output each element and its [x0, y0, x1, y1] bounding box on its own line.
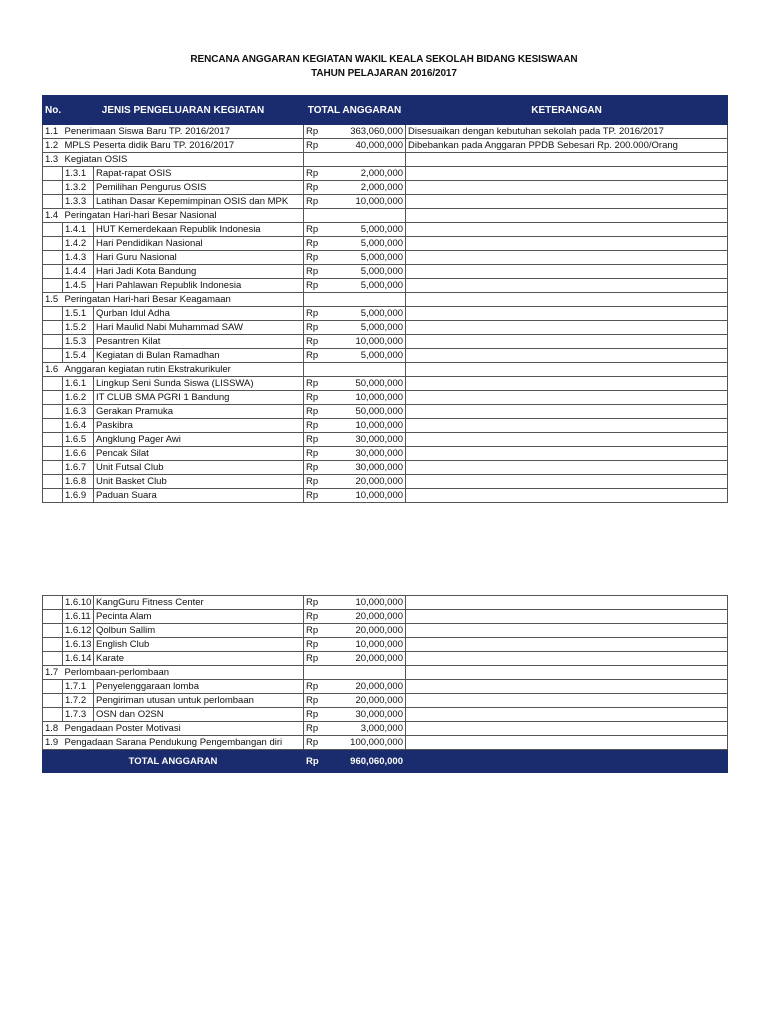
row-indent-cell: [43, 405, 63, 419]
row-description: Gerakan Pramuka: [94, 405, 304, 419]
header-jenis-pengeluaran: JENIS PENGELUARAN KEGIATAN: [63, 96, 304, 125]
row-currency: Rp: [304, 624, 326, 638]
row-note: [406, 461, 728, 475]
row-currency: [304, 293, 326, 307]
row-indent-cell: [43, 279, 63, 293]
row-number: 1.6.3: [63, 405, 94, 419]
row-description: Pecinta Alam: [94, 610, 304, 624]
row-number: 1.1: [43, 125, 63, 139]
row-amount: 5,000,000: [326, 237, 406, 251]
row-amount: 10,000,000: [326, 489, 406, 503]
row-note: [406, 638, 728, 652]
row-note: [406, 489, 728, 503]
row-description: Qurban Idul Adha: [94, 307, 304, 321]
row-indent-cell: [43, 265, 63, 279]
row-amount: 5,000,000: [326, 265, 406, 279]
row-description: Karate: [94, 652, 304, 666]
row-description: Qolbun Sallim: [94, 624, 304, 638]
row-currency: Rp: [304, 223, 326, 237]
row-currency: [304, 153, 326, 167]
row-indent-cell: [43, 433, 63, 447]
row-note: [406, 596, 728, 610]
row-currency: Rp: [304, 694, 326, 708]
row-note: [406, 195, 728, 209]
table-row: [43, 624, 728, 638]
row-currency: Rp: [304, 335, 326, 349]
header-total-anggaran: TOTAL ANGGARAN: [304, 96, 406, 125]
row-note: [406, 237, 728, 251]
table-row: [43, 279, 728, 293]
row-description: Paskibra: [94, 419, 304, 433]
row-number: 1.5.2: [63, 321, 94, 335]
header-keterangan: KETERANGAN: [406, 96, 728, 125]
row-indent-cell: [43, 237, 63, 251]
row-amount: 10,000,000: [326, 419, 406, 433]
table-row: [43, 652, 728, 666]
row-amount: 20,000,000: [326, 624, 406, 638]
row-description: HUT Kemerdekaan Republik Indonesia: [94, 223, 304, 237]
total-currency: Rp: [304, 750, 326, 773]
row-indent-cell: [43, 708, 63, 722]
row-description: Hari Pendidikan Nasional: [94, 237, 304, 251]
row-note: [406, 377, 728, 391]
row-note: [406, 181, 728, 195]
row-amount: 100,000,000: [326, 736, 406, 750]
row-amount: 20,000,000: [326, 652, 406, 666]
row-number: 1.6.8: [63, 475, 94, 489]
table-row: [43, 405, 728, 419]
row-currency: Rp: [304, 475, 326, 489]
row-number: 1.5.4: [63, 349, 94, 363]
row-note: [406, 265, 728, 279]
row-amount: 5,000,000: [326, 307, 406, 321]
row-amount: 10,000,000: [326, 596, 406, 610]
row-description: Pencak Silat: [94, 447, 304, 461]
row-note: [406, 307, 728, 321]
row-number: 1.6.10: [63, 596, 94, 610]
table-row: [43, 708, 728, 722]
row-note: [406, 610, 728, 624]
row-indent-cell: [43, 447, 63, 461]
row-indent-cell: [43, 335, 63, 349]
table-row: [43, 694, 728, 708]
table-row: [43, 475, 728, 489]
row-description: OSN dan O2SN: [94, 708, 304, 722]
row-description: Pesantren Kilat: [94, 335, 304, 349]
row-note: [406, 167, 728, 181]
row-currency: Rp: [304, 708, 326, 722]
row-note: [406, 419, 728, 433]
row-description: Kegiatan OSIS: [63, 153, 304, 167]
row-amount: 30,000,000: [326, 708, 406, 722]
row-number: 1.6.11: [63, 610, 94, 624]
table-row: [43, 461, 728, 475]
table-row: [43, 363, 728, 377]
row-currency: Rp: [304, 139, 326, 153]
row-currency: Rp: [304, 610, 326, 624]
row-currency: Rp: [304, 377, 326, 391]
total-label: TOTAL ANGGARAN: [43, 750, 304, 773]
row-note: [406, 405, 728, 419]
row-amount: [326, 153, 406, 167]
row-amount: 10,000,000: [326, 391, 406, 405]
row-note: [406, 652, 728, 666]
table-row: [43, 666, 728, 680]
table-row: [43, 237, 728, 251]
row-indent-cell: [43, 489, 63, 503]
table-row: [43, 680, 728, 694]
row-description: Hari Pahlawan Republik Indonesia: [94, 279, 304, 293]
row-note: [406, 349, 728, 363]
row-description: Perlombaan-perlombaan: [63, 666, 304, 680]
row-currency: Rp: [304, 489, 326, 503]
row-number: 1.6.13: [63, 638, 94, 652]
row-description: Pengadaan Poster Motivasi: [63, 722, 304, 736]
row-description: English Club: [94, 638, 304, 652]
row-description: Peringatan Hari-hari Besar Keagamaan: [63, 293, 304, 307]
row-currency: Rp: [304, 181, 326, 195]
row-currency: Rp: [304, 167, 326, 181]
row-amount: [326, 293, 406, 307]
row-note: [406, 293, 728, 307]
row-currency: Rp: [304, 722, 326, 736]
row-amount: 2,000,000: [326, 167, 406, 181]
row-note: [406, 223, 728, 237]
row-note: [406, 433, 728, 447]
row-number: 1.5: [43, 293, 63, 307]
row-amount: 5,000,000: [326, 321, 406, 335]
row-amount: 10,000,000: [326, 335, 406, 349]
row-amount: 20,000,000: [326, 680, 406, 694]
row-number: 1.4.1: [63, 223, 94, 237]
table-row: [43, 293, 728, 307]
row-number: 1.6.6: [63, 447, 94, 461]
table-row: [43, 181, 728, 195]
table-row: [43, 195, 728, 209]
row-currency: [304, 209, 326, 223]
row-number: 1.3: [43, 153, 63, 167]
row-indent-cell: [43, 391, 63, 405]
row-indent-cell: [43, 195, 63, 209]
row-number: 1.3.1: [63, 167, 94, 181]
row-amount: 30,000,000: [326, 433, 406, 447]
row-amount: 3,000,000: [326, 722, 406, 736]
table-row: [43, 153, 728, 167]
budget-table-part1: [42, 95, 728, 503]
table-row: [43, 223, 728, 237]
row-note: Dibebankan pada Anggaran PPDB Sebesari Rp. 200.000/Orang: [406, 139, 728, 153]
budget-table-part2: [42, 595, 728, 773]
row-note: [406, 694, 728, 708]
table-row: [43, 321, 728, 335]
row-currency: Rp: [304, 638, 326, 652]
row-currency: Rp: [304, 251, 326, 265]
table-row: [43, 265, 728, 279]
row-description: Hari Jadi Kota Bandung: [94, 265, 304, 279]
row-number: 1.8: [43, 722, 63, 736]
row-number: 1.7.1: [63, 680, 94, 694]
row-indent-cell: [43, 475, 63, 489]
row-note: [406, 363, 728, 377]
row-indent-cell: [43, 349, 63, 363]
row-number: 1.6.5: [63, 433, 94, 447]
row-indent-cell: [43, 680, 63, 694]
row-description: Kegiatan di Bulan Ramadhan: [94, 349, 304, 363]
row-note: [406, 209, 728, 223]
row-currency: Rp: [304, 391, 326, 405]
row-indent-cell: [43, 251, 63, 265]
row-indent-cell: [43, 321, 63, 335]
row-currency: Rp: [304, 680, 326, 694]
row-currency: Rp: [304, 349, 326, 363]
row-description: MPLS Peserta didik Baru TP. 2016/2017: [63, 139, 304, 153]
row-currency: Rp: [304, 237, 326, 251]
table-row: [43, 447, 728, 461]
row-description: Latihan Dasar Kepemimpinan OSIS dan MPK: [94, 195, 304, 209]
row-number: 1.7.2: [63, 694, 94, 708]
row-indent-cell: [43, 167, 63, 181]
table-row: [43, 209, 728, 223]
row-note: [406, 335, 728, 349]
row-description: Unit Basket Club: [94, 475, 304, 489]
row-indent-cell: [43, 596, 63, 610]
row-amount: 20,000,000: [326, 610, 406, 624]
row-number: 1.7: [43, 666, 63, 680]
table-row: [43, 349, 728, 363]
row-currency: Rp: [304, 736, 326, 750]
row-number: 1.6.9: [63, 489, 94, 503]
row-number: 1.2: [43, 139, 63, 153]
row-indent-cell: [43, 652, 63, 666]
row-indent-cell: [43, 181, 63, 195]
row-description: Hari Maulid Nabi Muhammad SAW: [94, 321, 304, 335]
total-amount: 960,060,000: [326, 750, 406, 773]
row-number: 1.6: [43, 363, 63, 377]
row-currency: Rp: [304, 596, 326, 610]
row-indent-cell: [43, 377, 63, 391]
header-no: No.: [43, 96, 63, 125]
row-amount: 20,000,000: [326, 475, 406, 489]
row-number: 1.6.12: [63, 624, 94, 638]
table-row: [43, 251, 728, 265]
row-description: Anggaran kegiatan rutin Ekstrakurikuler: [63, 363, 304, 377]
row-amount: 5,000,000: [326, 279, 406, 293]
table-row: [43, 377, 728, 391]
table-row: [43, 139, 728, 153]
row-currency: Rp: [304, 652, 326, 666]
row-number: 1.3.2: [63, 181, 94, 195]
table-row: [43, 335, 728, 349]
row-number: 1.6.4: [63, 419, 94, 433]
row-note: [406, 391, 728, 405]
row-indent-cell: [43, 461, 63, 475]
row-currency: [304, 666, 326, 680]
row-amount: 20,000,000: [326, 694, 406, 708]
row-note: Disesuaikan dengan kebutuhan sekolah pada TP. 2016/2017: [406, 125, 728, 139]
row-currency: Rp: [304, 433, 326, 447]
table-row: [43, 596, 728, 610]
row-number: 1.4: [43, 209, 63, 223]
row-currency: Rp: [304, 405, 326, 419]
row-number: 1.6.14: [63, 652, 94, 666]
row-description: Angklung Pager Awi: [94, 433, 304, 447]
row-amount: 50,000,000: [326, 405, 406, 419]
row-number: 1.4.4: [63, 265, 94, 279]
document-title-line2: TAHUN PELAJARAN 2016/2017: [311, 68, 457, 79]
row-indent-cell: [43, 307, 63, 321]
row-number: 1.5.3: [63, 335, 94, 349]
row-amount: 30,000,000: [326, 461, 406, 475]
row-indent-cell: [43, 419, 63, 433]
total-row: [43, 750, 728, 773]
row-currency: Rp: [304, 307, 326, 321]
row-number: 1.6.1: [63, 377, 94, 391]
row-note: [406, 279, 728, 293]
row-description: Rapat-rapat OSIS: [94, 167, 304, 181]
row-description: KangGuru Fitness Center: [94, 596, 304, 610]
table-row: [43, 638, 728, 652]
row-description: Lingkup Seni Sunda Siswa (LISSWA): [94, 377, 304, 391]
row-amount: 30,000,000: [326, 447, 406, 461]
row-indent-cell: [43, 694, 63, 708]
row-note: [406, 722, 728, 736]
row-description: Paduan Suara: [94, 489, 304, 503]
table-row: [43, 307, 728, 321]
table-row: [43, 489, 728, 503]
row-note: [406, 321, 728, 335]
table-row: [43, 433, 728, 447]
row-amount: [326, 666, 406, 680]
row-amount: 10,000,000: [326, 195, 406, 209]
row-amount: 50,000,000: [326, 377, 406, 391]
row-note: [406, 666, 728, 680]
row-amount: 10,000,000: [326, 638, 406, 652]
row-description: Penyelenggaraan lomba: [94, 680, 304, 694]
row-indent-cell: [43, 610, 63, 624]
table-row: [43, 125, 728, 139]
row-amount: 363,060,000: [326, 125, 406, 139]
row-currency: Rp: [304, 195, 326, 209]
row-amount: 5,000,000: [326, 251, 406, 265]
row-number: 1.6.7: [63, 461, 94, 475]
row-amount: 5,000,000: [326, 223, 406, 237]
row-currency: Rp: [304, 265, 326, 279]
row-currency: Rp: [304, 279, 326, 293]
table-row: [43, 167, 728, 181]
row-note: [406, 447, 728, 461]
row-indent-cell: [43, 624, 63, 638]
total-note: [406, 750, 728, 773]
table-row: [43, 722, 728, 736]
row-note: [406, 624, 728, 638]
row-currency: Rp: [304, 321, 326, 335]
row-note: [406, 153, 728, 167]
row-amount: 40,000,000: [326, 139, 406, 153]
table-row: [43, 391, 728, 405]
row-note: [406, 251, 728, 265]
row-currency: Rp: [304, 125, 326, 139]
row-description: Pengiriman utusan untuk perlombaan: [94, 694, 304, 708]
table-header-row: [43, 96, 728, 125]
row-amount: [326, 209, 406, 223]
row-currency: [304, 363, 326, 377]
table-row: [43, 610, 728, 624]
row-number: 1.9: [43, 736, 63, 750]
row-indent-cell: [43, 638, 63, 652]
table-row: [43, 736, 728, 750]
row-note: [406, 680, 728, 694]
row-description: Unit Futsal Club: [94, 461, 304, 475]
row-description: Hari Guru Nasional: [94, 251, 304, 265]
row-currency: Rp: [304, 447, 326, 461]
row-number: 1.4.5: [63, 279, 94, 293]
row-number: 1.4.3: [63, 251, 94, 265]
row-description: IT CLUB SMA PGRI 1 Bandung: [94, 391, 304, 405]
row-number: 1.3.3: [63, 195, 94, 209]
row-amount: 5,000,000: [326, 349, 406, 363]
row-currency: Rp: [304, 461, 326, 475]
row-note: [406, 736, 728, 750]
row-description: Peringatan Hari-hari Besar Nasional: [63, 209, 304, 223]
row-description: Pengadaan Sarana Pendukung Pengembangan diri: [63, 736, 304, 750]
table-row: [43, 419, 728, 433]
row-number: 1.6.2: [63, 391, 94, 405]
row-indent-cell: [43, 223, 63, 237]
row-number: 1.7.3: [63, 708, 94, 722]
row-amount: 2,000,000: [326, 181, 406, 195]
row-number: 1.4.2: [63, 237, 94, 251]
row-note: [406, 708, 728, 722]
row-description: Penerimaan Siswa Baru TP. 2016/2017: [63, 125, 304, 139]
row-description: Pemilihan Pengurus OSIS: [94, 181, 304, 195]
row-note: [406, 475, 728, 489]
document-title-line1: RENCANA ANGGARAN KEGIATAN WAKIL KEALA SEKOLAH BIDANG KESISWAAN: [190, 54, 578, 65]
row-number: 1.5.1: [63, 307, 94, 321]
row-amount: [326, 363, 406, 377]
row-currency: Rp: [304, 419, 326, 433]
